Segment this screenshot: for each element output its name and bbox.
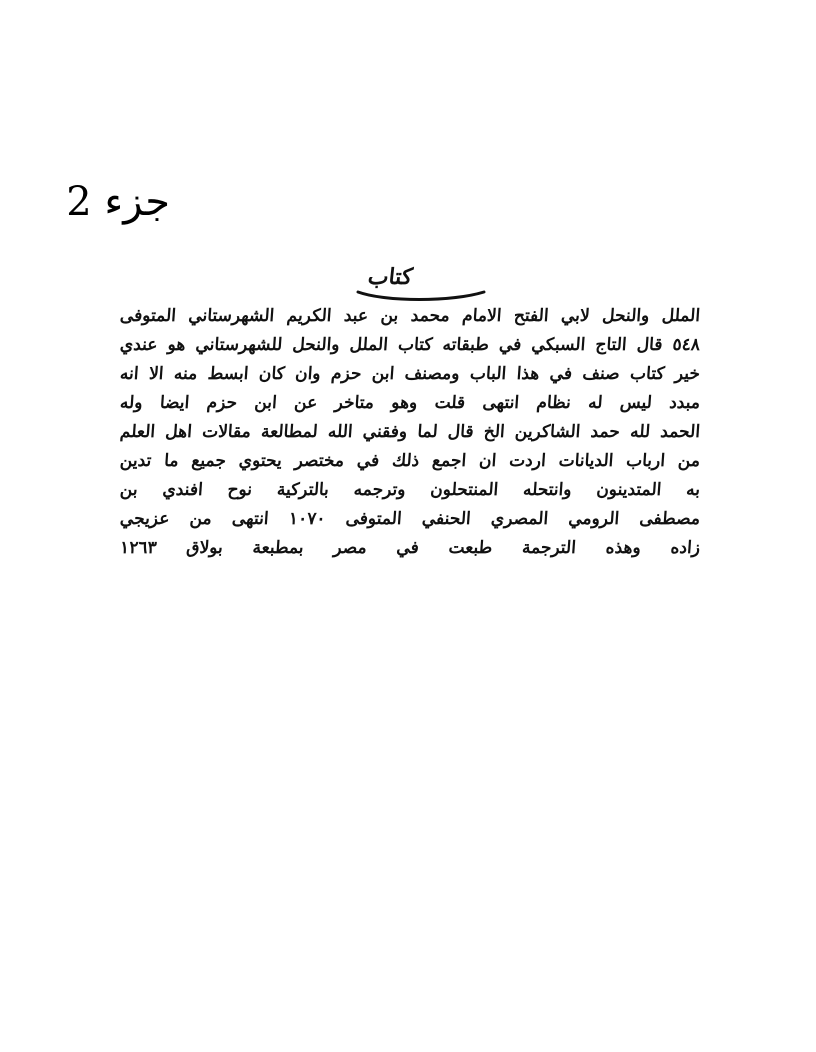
manuscript-line: به المتدينون وانتحله المنتحلون وترجمه بالتركية نوح افندي بن — [119, 480, 701, 500]
manuscript-lines — [120, 302, 700, 563]
manuscript-line: من ارباب الديانات اردت ان اجمع ذلك في مختصر يحتوي جميع ما تدين — [119, 451, 701, 471]
manuscript-heading-text: كتاب — [366, 264, 414, 290]
manuscript-line: الملل والنحل لابي الفتح الامام محمد بن عبد الكريم الشهرستاني المتوفى — [119, 306, 701, 326]
volume-label: جزء 2 — [66, 179, 170, 225]
manuscript-line: خير كتاب صنف في هذا الباب ومصنف ابن حزم وان كان ابسط منه الا انه — [119, 364, 701, 384]
manuscript-heading — [120, 262, 700, 302]
manuscript-passage — [120, 262, 700, 592]
manuscript-line: الحمد لله حمد الشاكرين الخ قال لما وفقني الله لمطالعة مقالات اهل العلم — [119, 422, 701, 442]
heading-flourish-icon — [356, 288, 486, 302]
manuscript-line: ٥٤٨ قال التاج السبكي في طبقاته كتاب الملل والنحل للشهرستاني هو عندي — [119, 335, 701, 355]
manuscript-line: زاده وهذه الترجمة طبعت في مصر بمطبعة بولاق ١٢٦٣ — [119, 538, 701, 558]
manuscript-line: مصطفى الرومي المصري الحنفي المتوفى ١٠٧٠ انتهى من عزيجي — [119, 509, 701, 529]
manuscript-line: مبدد ليس له نظام انتهى قلت وهو متاخر عن ابن حزم ايضا وله — [119, 393, 701, 413]
